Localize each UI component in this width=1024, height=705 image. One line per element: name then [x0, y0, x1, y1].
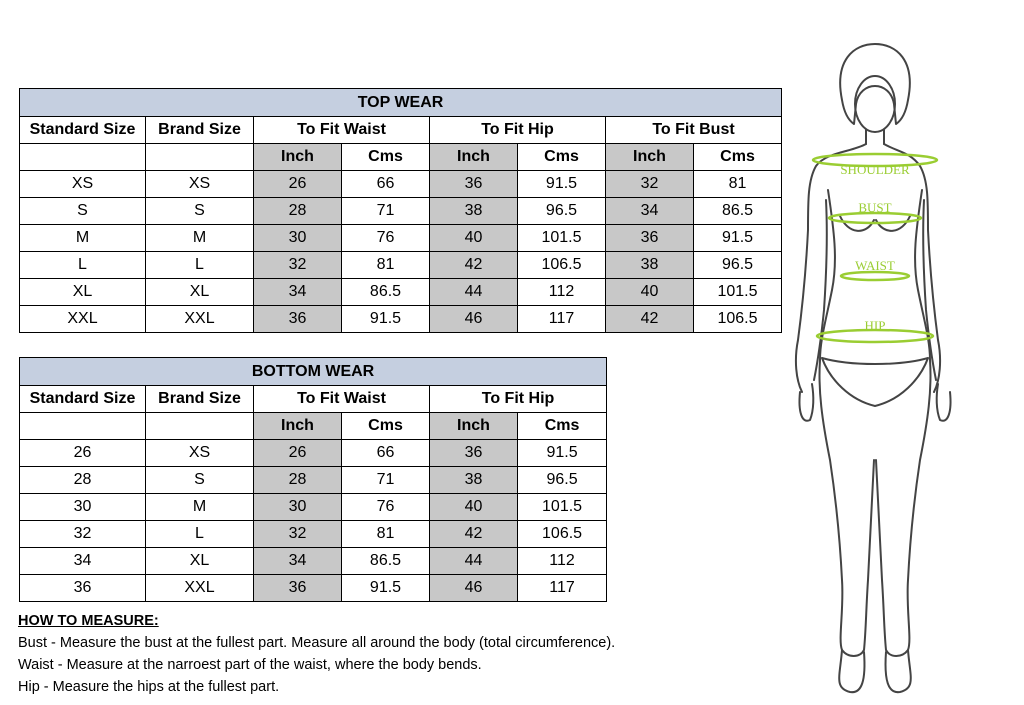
sub-header-waist-cms: Cms [342, 413, 430, 440]
table-cell: 28 [254, 198, 342, 225]
waist-instruction: Waist - Measure at the narroest part of the waist, where the body bends. [18, 657, 482, 673]
table-cell: 101.5 [518, 494, 607, 521]
table-cell: XS [146, 171, 254, 198]
table-cell: 101.5 [694, 279, 782, 306]
empty-cell [146, 144, 254, 171]
table-cell: 86.5 [342, 279, 430, 306]
col-header-standard-size: Standard Size [20, 117, 146, 144]
table-row [20, 548, 607, 575]
table-cell: XL [146, 279, 254, 306]
body-figure-illustration [790, 40, 960, 700]
table-cell: 96.5 [518, 467, 607, 494]
shoulder-label: SHOULDER [840, 162, 910, 177]
bust-instruction: Bust - Measure the bust at the fullest part. Measure all around the body (total circumference). [18, 635, 616, 651]
table-cell: 40 [606, 279, 694, 306]
table-cell: 42 [430, 521, 518, 548]
table-cell: XXL [146, 575, 254, 602]
table-row [20, 306, 782, 333]
table-cell: 34 [606, 198, 694, 225]
sub-header-hip-cms: Cms [518, 144, 606, 171]
table-cell: 106.5 [518, 521, 607, 548]
table-cell: 34 [254, 548, 342, 575]
table-cell: 32 [254, 252, 342, 279]
table-cell: 40 [430, 225, 518, 252]
table-cell: XS [146, 440, 254, 467]
table-cell: 91.5 [342, 575, 430, 602]
table-cell: 46 [430, 575, 518, 602]
table-cell: 34 [254, 279, 342, 306]
table-cell: 34 [20, 548, 146, 575]
sub-header-hip-cms: Cms [518, 413, 607, 440]
sub-header-bust-cms: Cms [694, 144, 782, 171]
table-row [20, 467, 607, 494]
empty-cell [146, 413, 254, 440]
how-to-measure-heading: HOW TO MEASURE: [18, 613, 159, 629]
how-to-measure [18, 610, 615, 698]
table-cell: 91.5 [518, 171, 606, 198]
sub-header-waist-inch: Inch [254, 413, 342, 440]
table-cell: 71 [342, 467, 430, 494]
table-cell: 36 [254, 306, 342, 333]
sub-header-hip-inch: Inch [430, 144, 518, 171]
table-cell: 26 [254, 171, 342, 198]
table-cell: 36 [430, 440, 518, 467]
table-cell: S [146, 467, 254, 494]
table-cell: 44 [430, 548, 518, 575]
sub-header-waist-inch: Inch [254, 144, 342, 171]
table-cell: 46 [430, 306, 518, 333]
table-cell: 30 [20, 494, 146, 521]
col-header-bust: To Fit Bust [606, 117, 782, 144]
table-row [20, 252, 782, 279]
bottom-wear-table [19, 357, 607, 602]
col-header-hip: To Fit Hip [430, 386, 607, 413]
empty-cell [20, 413, 146, 440]
table-cell: L [146, 252, 254, 279]
body-figure [790, 40, 960, 700]
table-cell: 36 [20, 575, 146, 602]
table-cell: 91.5 [518, 440, 607, 467]
col-header-standard-size: Standard Size [20, 386, 146, 413]
table-cell: 91.5 [342, 306, 430, 333]
table-cell: L [146, 521, 254, 548]
table-cell: XL [146, 548, 254, 575]
col-header-hip: To Fit Hip [430, 117, 606, 144]
table-row [20, 494, 607, 521]
table-cell: 112 [518, 279, 606, 306]
table-row [20, 575, 607, 602]
table-cell: 66 [342, 440, 430, 467]
table-cell: 81 [342, 252, 430, 279]
table-cell: 106.5 [694, 306, 782, 333]
table-cell: 71 [342, 198, 430, 225]
table-cell: L [20, 252, 146, 279]
top-wear-title: TOP WEAR [20, 89, 782, 117]
table-cell: 76 [342, 494, 430, 521]
bust-label: BUST [858, 200, 892, 215]
table-cell: 112 [518, 548, 607, 575]
bottom-wear-title: BOTTOM WEAR [20, 358, 607, 386]
table-cell: 26 [254, 440, 342, 467]
table-cell: 30 [254, 225, 342, 252]
table-cell: S [146, 198, 254, 225]
table-cell: 117 [518, 575, 607, 602]
table-cell: 106.5 [518, 252, 606, 279]
table-cell: M [146, 494, 254, 521]
table-cell: 28 [254, 467, 342, 494]
table-cell: 32 [606, 171, 694, 198]
table-cell: 30 [254, 494, 342, 521]
table-cell: 38 [606, 252, 694, 279]
table-cell: 86.5 [694, 198, 782, 225]
sub-header-waist-cms: Cms [342, 144, 430, 171]
table-cell: S [20, 198, 146, 225]
col-header-waist: To Fit Waist [254, 386, 430, 413]
table-cell: 81 [694, 171, 782, 198]
table-cell: 36 [606, 225, 694, 252]
table-cell: 96.5 [694, 252, 782, 279]
table-cell: 40 [430, 494, 518, 521]
top-wear-table [19, 88, 782, 333]
table-cell: XL [20, 279, 146, 306]
table-cell: XXL [146, 306, 254, 333]
table-cell: 76 [342, 225, 430, 252]
empty-cell [20, 144, 146, 171]
table-cell: 38 [430, 467, 518, 494]
table-row [20, 279, 782, 306]
table-row [20, 171, 782, 198]
table-row [20, 440, 607, 467]
table-row [20, 225, 782, 252]
sub-header-bust-inch: Inch [606, 144, 694, 171]
table-cell: XXL [20, 306, 146, 333]
table-cell: 42 [606, 306, 694, 333]
table-cell: 38 [430, 198, 518, 225]
table-cell: 91.5 [694, 225, 782, 252]
table-cell: 32 [254, 521, 342, 548]
table-cell: 36 [254, 575, 342, 602]
table-cell: 28 [20, 467, 146, 494]
table-cell: M [20, 225, 146, 252]
table-cell: XS [20, 171, 146, 198]
sub-header-hip-inch: Inch [430, 413, 518, 440]
table-cell: 86.5 [342, 548, 430, 575]
col-header-brand-size: Brand Size [146, 117, 254, 144]
table-cell: M [146, 225, 254, 252]
table-cell: 42 [430, 252, 518, 279]
table-cell: 96.5 [518, 198, 606, 225]
hip-instruction: Hip - Measure the hips at the fullest part. [18, 679, 280, 695]
table-cell: 44 [430, 279, 518, 306]
col-header-brand-size: Brand Size [146, 386, 254, 413]
table-cell: 117 [518, 306, 606, 333]
table-cell: 81 [342, 521, 430, 548]
table-cell: 101.5 [518, 225, 606, 252]
table-row [20, 521, 607, 548]
waist-label: WAIST [855, 258, 895, 273]
col-header-waist: To Fit Waist [254, 117, 430, 144]
table-cell: 36 [430, 171, 518, 198]
table-cell: 32 [20, 521, 146, 548]
table-cell: 26 [20, 440, 146, 467]
table-row [20, 198, 782, 225]
hip-label: HIP [864, 318, 886, 333]
table-cell: 66 [342, 171, 430, 198]
